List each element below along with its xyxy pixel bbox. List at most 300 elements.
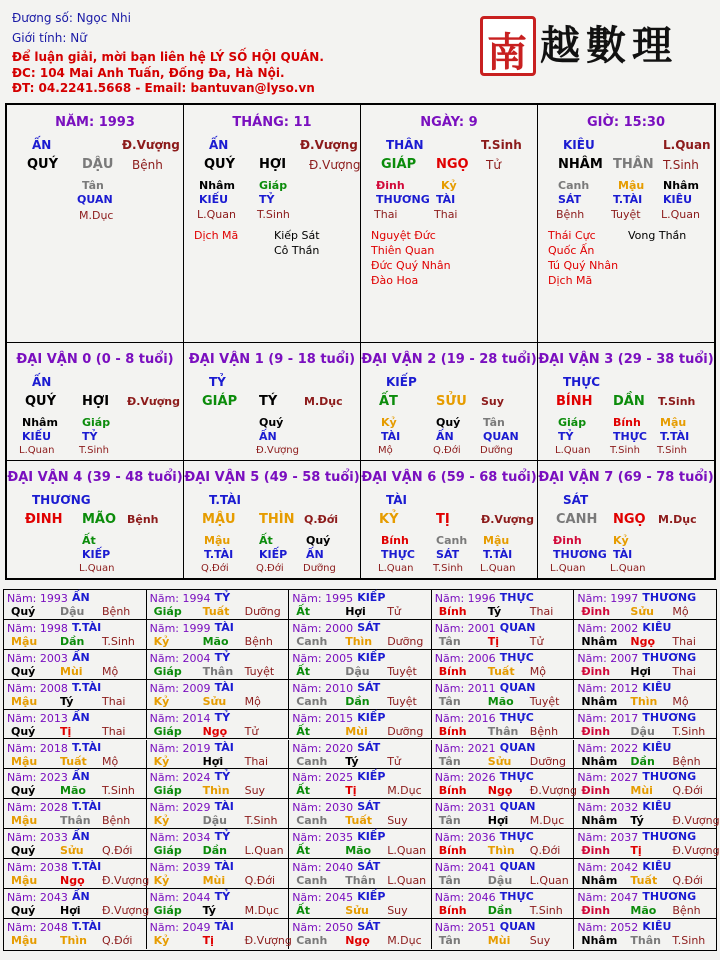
year-chi: Dậu [630, 724, 655, 738]
luck-hidden-stem: Quý [259, 416, 284, 429]
year-label: Năm: 2008 [7, 681, 68, 695]
year-can: Nhâm [581, 814, 618, 828]
year-label: Năm: 2017 [577, 711, 639, 725]
luck-phase: Suy [481, 395, 504, 408]
year-chi: Tuất [60, 754, 87, 768]
year-chi: Dậu [60, 605, 85, 618]
year-chi: Ngọ [630, 634, 656, 648]
year-god: ẤN [72, 710, 90, 724]
luck-hidden-phase: Dưỡng [303, 563, 336, 574]
luck-hidden-phase: Q.Đới [433, 445, 461, 456]
year-label: Năm: 2027 [577, 771, 639, 785]
luck-hidden-god: T.TÀI [660, 430, 690, 443]
year-god: THỰC [499, 591, 534, 604]
year-chi: Tý [202, 904, 216, 917]
year-can: Nhâm [581, 634, 618, 648]
hidden-god: SÁT [558, 193, 582, 206]
year-phase: T.Sinh [102, 634, 135, 648]
luck-god: SÁT [563, 493, 589, 507]
pillar-god: THÂN [386, 138, 424, 152]
luck-can: ĐINH [25, 512, 63, 527]
year-god: ẤN [72, 830, 90, 844]
year-label: Năm: 2032 [577, 801, 639, 815]
year-label: Năm: 1994 [149, 592, 211, 605]
year-god: TỶ [214, 830, 231, 844]
pillar-phase: Bệnh [132, 158, 163, 172]
star-left: Dịch Mã [548, 274, 593, 287]
year-can: Giáp [153, 784, 182, 798]
year-cell [432, 859, 575, 889]
pillar-title: NĂM: 1993 [55, 115, 135, 130]
luck-hidden-phase: Q.Đới [201, 563, 229, 574]
year-can: Giáp [153, 664, 182, 678]
year-cell [289, 650, 432, 680]
year-can: Kỷ [153, 874, 170, 888]
hidden-god: TÀI [436, 193, 456, 206]
luck-phase: Bệnh [127, 513, 159, 526]
hidden-stem: Nhâm [199, 179, 235, 192]
luck-title: ĐẠI VẬN 0 (0 - 8 tuổi) [16, 352, 174, 367]
year-phase: Mộ [529, 664, 547, 678]
luck-title: ĐẠI VẬN 6 (59 - 68 tuổi) [361, 470, 537, 485]
pillar-status: Đ.Vượng [122, 138, 180, 152]
year-chi: Mão [60, 784, 86, 798]
year-cell [289, 859, 432, 889]
star-right: Vong Thần [628, 229, 687, 242]
year-phase: Q.Đới [244, 874, 276, 888]
year-can: Quý [11, 844, 36, 858]
year-cell [432, 799, 575, 829]
year-phase: Bệnh [672, 754, 701, 768]
year-chi: Hợi [60, 904, 81, 917]
year-god: QUAN [499, 680, 536, 694]
luck-phase: T.Sinh [658, 395, 696, 408]
year-phase: Q.Đới [672, 874, 703, 888]
year-chi: Thân [345, 874, 376, 888]
luck-hidden-god: ẤN [436, 430, 454, 443]
luck-chi: TÝ [259, 394, 278, 409]
year-god: KIẾP [357, 830, 386, 844]
year-cell [4, 919, 147, 949]
year-phase: T.Sinh [102, 784, 135, 798]
year-chi: Tị [202, 933, 214, 947]
year-can: Tân [438, 754, 461, 768]
pillar-can: QUÝ [27, 157, 59, 172]
luck-title: ĐẠI VẬN 7 (69 - 78 tuổi) [538, 470, 714, 485]
year-chi: Hợi [202, 754, 224, 768]
year-can: Kỷ [153, 933, 170, 947]
year-chi: Dần [60, 634, 85, 648]
year-chi: Ngọ [202, 724, 228, 738]
year-can: Canh [296, 814, 328, 828]
year-god: KIẾP [357, 890, 386, 903]
star-left: Thiên Quan [371, 244, 435, 257]
year-label: Năm: 1997 [577, 592, 639, 605]
year-phase: Đ.Vượng [102, 904, 150, 917]
year-phase: M.Dục [529, 814, 565, 828]
year-god: T.TÀI [72, 860, 102, 874]
year-phase: Đ.Vượng [672, 814, 720, 828]
year-label: Năm: 2026 [434, 771, 496, 785]
year-label: Năm: 2050 [292, 920, 354, 934]
year-phase: Dưỡng [529, 754, 566, 768]
year-cell [147, 680, 290, 710]
year-chi: Dậu [345, 664, 370, 678]
year-cell [289, 590, 432, 620]
luck-hidden-god: KIẾU [22, 430, 52, 443]
year-can: Quý [11, 724, 36, 738]
year-god: THỰC [499, 890, 534, 903]
year-god: THỰC [499, 770, 534, 784]
year-can: Canh [296, 694, 328, 708]
luck-god: TÀI [386, 493, 408, 507]
luck-hidden-god: SÁT [436, 548, 460, 561]
star-left: Quốc Ấn [548, 244, 595, 257]
year-god: TỶ [214, 591, 231, 604]
year-phase: Suy [387, 814, 408, 828]
year-god: T.TÀI [72, 919, 102, 933]
year-god: TÀI [214, 860, 234, 874]
luck-hidden-stem: Quý [306, 534, 331, 547]
luck-hidden-phase: Dưỡng [480, 445, 513, 456]
year-phase: Dưỡng [244, 605, 281, 618]
year-can: Nhâm [581, 754, 618, 768]
year-label: Năm: 2045 [292, 891, 354, 904]
luck-hidden-stem: Kỷ [381, 416, 397, 429]
year-god: T.TÀI [72, 680, 102, 694]
year-god: TỶ [214, 650, 231, 664]
year-god: THỰC [499, 650, 534, 664]
luck-can: QUÝ [25, 394, 57, 409]
year-label: Năm: 1996 [434, 592, 496, 605]
year-god: TÀI [214, 620, 234, 634]
four-pillars-grid [5, 103, 716, 580]
luck-hidden-phase: L.Quan [550, 563, 586, 574]
year-cell [432, 590, 575, 620]
luck-hidden-stem: Ất [259, 534, 273, 547]
year-cell [147, 620, 290, 650]
pillar-chi: NGỌ [436, 157, 469, 172]
pillar-status: Đ.Vượng [300, 138, 358, 152]
year-chi: Hợi [487, 814, 509, 828]
year-can: Tân [438, 634, 461, 648]
luck-hidden-phase: Q.Đới [256, 563, 284, 574]
luck-hidden-stem: Đinh [553, 534, 582, 547]
year-cell [289, 889, 432, 919]
year-cell [147, 919, 290, 949]
year-chi: Mão [487, 694, 514, 708]
luck-hidden-phase: T.Sinh [433, 563, 463, 574]
year-god: ẤN [72, 650, 90, 664]
pillar-god: KIÊU [563, 138, 595, 152]
year-can: Mậu [11, 694, 38, 708]
year-can: Tân [438, 694, 461, 708]
year-chi: Ngọ [487, 784, 513, 798]
luck-hidden-god: ẤN [306, 548, 324, 561]
year-can: Nhâm [581, 874, 618, 888]
year-can: Tân [438, 814, 461, 828]
year-phase: Suy [387, 904, 408, 917]
year-cell [574, 829, 720, 859]
luck-phase: Đ.Vượng [481, 513, 535, 526]
year-cell [4, 769, 147, 799]
year-chi: Tý [345, 754, 359, 768]
year-god: TỶ [214, 890, 231, 903]
year-phase: T.Sinh [244, 814, 278, 828]
luck-cycle-cell [361, 343, 538, 461]
year-cell [4, 680, 147, 710]
year-phase: Mộ [102, 754, 119, 768]
year-cell [289, 710, 432, 740]
pillar-phase: T.Sinh [663, 158, 699, 172]
year-cell [432, 740, 575, 770]
luck-cycle-cell [7, 343, 184, 461]
hidden-god: THƯƠNG [376, 193, 430, 206]
year-label: Năm: 2046 [434, 891, 496, 904]
year-god: SÁT [357, 800, 381, 814]
year-can: Mậu [11, 754, 38, 768]
luck-hidden-god: TỶ [82, 430, 98, 443]
year-god: TÀI [214, 740, 234, 754]
year-cell [147, 650, 290, 680]
year-chi: Dần [487, 904, 513, 917]
year-cell [4, 710, 147, 740]
year-god: KIẾP [357, 591, 386, 604]
year-cell [432, 710, 575, 740]
year-can: Giáp [153, 844, 182, 858]
year-chi: Tý [60, 694, 74, 708]
pillar-cell [7, 105, 184, 343]
pillar-chi: THÂN [613, 157, 654, 172]
year-chi: Mùi [60, 664, 83, 678]
year-chi: Tị [60, 724, 72, 738]
year-chi: Thân [202, 664, 234, 678]
year-can: Đinh [581, 904, 611, 917]
luck-hidden-stem: Mậu [660, 416, 687, 429]
year-cell [574, 740, 717, 770]
contact-address: ĐC: 104 Mai Anh Tuấn, Đống Đa, Hà Nội. [12, 66, 285, 80]
year-label: Năm: 2005 [292, 651, 354, 665]
pillar-cell [361, 105, 538, 343]
year-god: TỶ [214, 710, 231, 724]
luck-cycle-cell [361, 461, 538, 579]
year-chi: Tý [630, 814, 644, 828]
year-label: Năm: 2006 [434, 651, 496, 665]
year-god: THƯƠNG [642, 770, 697, 784]
year-label: Năm: 2009 [149, 681, 211, 695]
year-phase: Tuyệt [387, 694, 417, 708]
year-cell [574, 590, 717, 620]
year-god: QUAN [499, 800, 536, 814]
year-cell [4, 740, 147, 770]
year-chi: Dậu [202, 814, 227, 828]
luck-hidden-god: TÀI [613, 548, 633, 561]
year-phase: Đ.Vượng [244, 933, 292, 947]
luck-cycle-cell [538, 343, 714, 461]
year-phase: Tuyệt [529, 694, 560, 708]
year-cell [147, 740, 290, 770]
year-cell [574, 919, 717, 949]
year-phase: Thai [102, 724, 126, 738]
year-label: Năm: 2020 [292, 741, 354, 755]
year-cell [289, 620, 432, 650]
year-label: Năm: 2041 [434, 861, 496, 875]
year-phase: Q.Đới [672, 784, 703, 798]
luck-phase: M.Dục [658, 513, 697, 526]
year-can: Bính [438, 724, 467, 738]
year-label: Năm: 2015 [292, 711, 354, 725]
year-god: KIÊU [642, 620, 672, 634]
year-label: Năm: 1998 [7, 621, 68, 635]
year-can: Ất [296, 844, 310, 858]
year-god: KIẾP [357, 710, 386, 724]
year-cell [4, 650, 147, 680]
luck-hidden-stem: Nhâm [22, 416, 58, 429]
year-can: Tân [438, 933, 461, 947]
year-phase: Thai [102, 694, 126, 708]
year-can: Bính [438, 605, 467, 618]
year-god: KIÊU [642, 919, 672, 933]
year-god: THƯƠNG [642, 890, 697, 903]
luck-hidden-god: KIẾP [259, 548, 288, 561]
luck-hidden-phase: L.Quan [378, 563, 414, 574]
hidden-stem: Kỷ [441, 179, 457, 192]
year-label: Năm: 2019 [149, 741, 211, 755]
pillar-can: NHÂM [558, 157, 603, 172]
year-chi: Tuất [202, 605, 230, 618]
year-label: Năm: 2004 [149, 651, 211, 665]
luck-title: ĐẠI VẬN 4 (39 - 48 tuổi) [7, 470, 183, 485]
year-can: Ất [296, 904, 310, 917]
year-phase: Mộ [672, 694, 689, 708]
year-label: Năm: 2039 [149, 861, 211, 875]
year-can: Nhâm [581, 694, 618, 708]
year-label: Năm: 2034 [149, 831, 211, 845]
year-cell [432, 829, 575, 859]
year-phase: L.Quan [529, 874, 569, 888]
year-can: Quý [11, 904, 36, 917]
pillar-title: THÁNG: 11 [232, 115, 312, 130]
year-label: Năm: 2030 [292, 801, 354, 815]
hidden-god: KIẾU [199, 193, 229, 206]
year-cell [289, 769, 432, 799]
luck-hidden-stem: Bính [613, 416, 641, 429]
year-phase: Tuyệt [387, 664, 417, 678]
year-chi: Tuất [345, 814, 372, 828]
year-cell [432, 769, 575, 799]
year-label: Năm: 2003 [7, 651, 68, 665]
luck-hidden-stem: Mậu [483, 534, 510, 547]
year-phase: T.Sinh [672, 724, 706, 738]
year-can: Đinh [581, 784, 611, 798]
year-can: Kỷ [153, 694, 170, 708]
year-label: Năm: 2051 [434, 920, 496, 934]
year-can: Đinh [581, 605, 611, 618]
year-phase: Dưỡng [387, 724, 424, 738]
year-phase: Suy [529, 933, 551, 947]
luck-phase: Đ.Vượng [127, 395, 181, 408]
luck-hidden-phase: Mộ [378, 445, 393, 456]
luck-hidden-god: THỰC [613, 430, 647, 443]
year-cell [574, 889, 717, 919]
contact-note: Để luận giải, mời bạn liên hệ LÝ SỐ HỘI QUÁN. [12, 50, 324, 64]
year-phase: Mộ [244, 694, 261, 708]
year-chi: Sửu [630, 605, 654, 618]
luck-hidden-stem: Quý [436, 416, 461, 429]
year-god: KIẾP [357, 650, 386, 664]
year-god: SÁT [357, 680, 381, 694]
year-phase: Thai [529, 605, 554, 618]
year-chi: Tý [487, 605, 502, 618]
luck-chi: NGỌ [613, 512, 646, 527]
year-chi: Thân [487, 724, 519, 738]
year-cell [147, 829, 290, 859]
year-god: SÁT [357, 919, 381, 933]
luck-god: THƯƠNG [32, 493, 91, 507]
hidden-stem: Tân [82, 179, 104, 192]
year-label: Năm: 2025 [292, 771, 354, 785]
year-god: THƯƠNG [642, 830, 697, 844]
year-can: Canh [296, 874, 328, 888]
year-phase: L.Quan [387, 844, 427, 858]
year-cell [147, 859, 290, 889]
luck-phase: M.Dục [304, 395, 343, 408]
year-can: Canh [296, 754, 328, 768]
luck-hidden-stem: Giáp [558, 416, 587, 429]
hidden-phase: L.Quan [661, 208, 700, 221]
year-phase: Thai [244, 754, 269, 768]
year-god: SÁT [357, 860, 381, 874]
luck-hidden-phase: T.Sinh [657, 445, 687, 456]
luck-hidden-phase: L.Quan [555, 445, 591, 456]
year-cell [4, 889, 150, 919]
luck-title: ĐẠI VẬN 5 (49 - 58 tuổi) [184, 470, 360, 485]
year-phase: Đ.Vượng [672, 844, 720, 858]
year-phase: Tuyệt [244, 664, 275, 678]
year-god: KIẾP [357, 770, 386, 784]
luck-chi: MÃO [82, 512, 117, 527]
year-chi: Mão [630, 904, 657, 917]
pillar-cell [184, 105, 361, 343]
hidden-stem: Nhâm [663, 179, 699, 192]
seal-icon: 南 [480, 16, 536, 76]
year-can: Tân [438, 874, 461, 888]
year-can: Đinh [581, 844, 611, 858]
year-god: TÀI [214, 680, 234, 694]
owner-name: Đương số: Ngọc Nhi [12, 11, 131, 25]
year-cell [289, 740, 432, 770]
year-god: QUAN [499, 620, 536, 634]
year-can: Quý [11, 784, 36, 798]
year-phase: Thai [672, 634, 696, 648]
year-can: Giáp [153, 605, 182, 618]
hidden-stem: Mậu [618, 179, 645, 192]
year-label: Năm: 2007 [577, 651, 639, 665]
hidden-stem: Đinh [376, 179, 405, 192]
year-chi: Thìn [202, 784, 230, 798]
luck-god: T.TÀI [209, 493, 241, 507]
year-label: Năm: 2028 [7, 801, 68, 815]
year-god: KIÊU [642, 680, 672, 694]
year-god: ẤN [72, 770, 90, 784]
luck-hidden-god: THỰC [381, 548, 415, 561]
gender: Giới tính: Nữ [12, 31, 87, 45]
year-chi: Mùi [202, 874, 226, 888]
year-can: Quý [11, 605, 36, 618]
year-god: THƯƠNG [642, 650, 697, 664]
pillar-chi: HỢI [259, 157, 287, 172]
year-label: Năm: 2037 [577, 831, 639, 845]
